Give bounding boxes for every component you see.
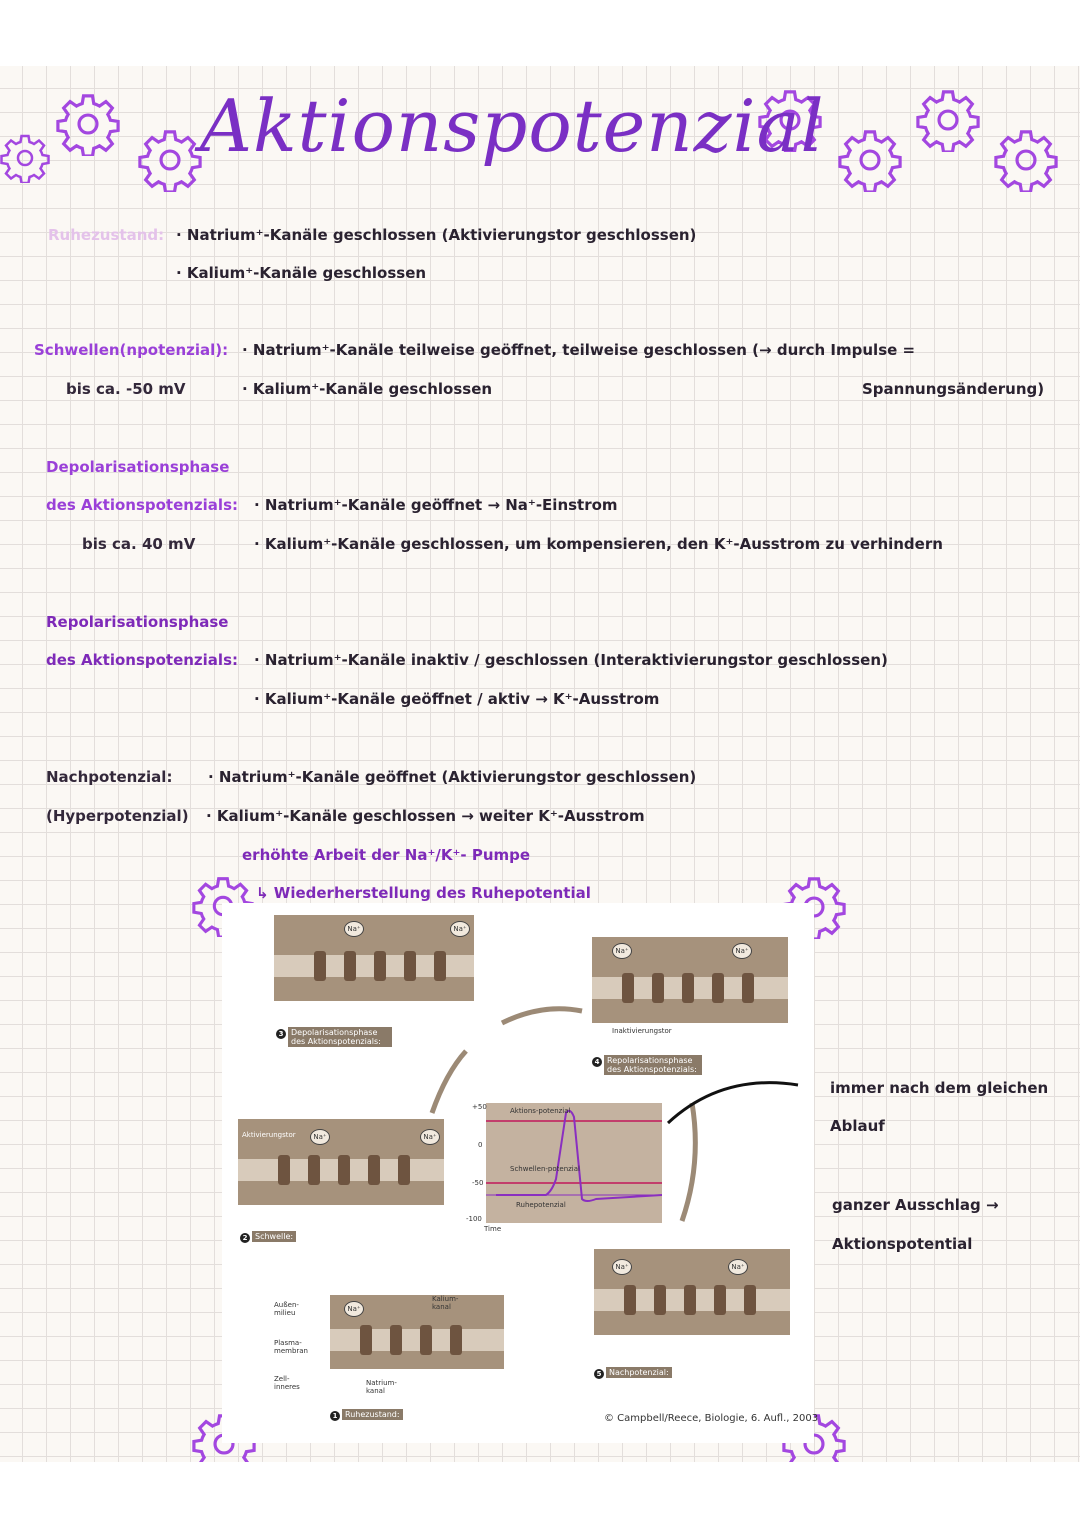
caption-ruhezustand: Ruhezustand: xyxy=(342,1409,403,1420)
section-label-schwelle: Schwellen(npotenzial): xyxy=(34,341,229,359)
section-label-depolarisation: Depolarisationsphase xyxy=(46,458,230,476)
label-kaliumkanal: Kalium-kanal xyxy=(432,1295,459,1311)
gear-icon xyxy=(916,88,980,152)
sodium-ion: Na⁺ xyxy=(612,943,632,959)
section-label-repolarisation: Repolarisationsphase xyxy=(46,613,229,631)
label-plasmamembran: Plasma-membran xyxy=(274,1339,308,1355)
section-sublabel: bis ca. -50 mV xyxy=(66,380,186,398)
note-line: · Natrium⁺-Kanäle geschlossen (Aktivierungstor geschlossen) xyxy=(176,226,697,244)
sodium-ion: Na⁺ xyxy=(612,1259,632,1275)
note-line: erhöhte Arbeit der Na⁺/K⁺- Pumpe xyxy=(242,846,531,864)
note-line: · Kalium⁺-Kanäle geschlossen xyxy=(176,264,427,282)
note-line: ↳ Wiederherstellung des Ruhepotential xyxy=(256,884,591,902)
label-aussenmilieu: Außen-milieu xyxy=(274,1301,299,1317)
membrane-panel-schwelle xyxy=(238,1119,444,1205)
side-note: immer nach dem gleichen xyxy=(830,1079,1049,1097)
side-note: Ablauf xyxy=(830,1117,885,1135)
axis-label-x: Time xyxy=(484,1225,502,1233)
gear-icon xyxy=(56,92,120,156)
tick-label: 0 xyxy=(478,1141,483,1149)
gear-icon xyxy=(838,128,902,192)
note-line: · Natrium⁺-Kanäle teilweise geöffnet, teilweise geschlossen (→ durch Impulse = xyxy=(242,341,916,359)
label-ruhepotenzial: Ruhepotenzial xyxy=(516,1201,566,1209)
note-line: · Natrium⁺-Kanäle inaktiv / geschlossen (Interaktivierungstor geschlossen) xyxy=(254,651,888,669)
note-line: · Kalium⁺-Kanäle geschlossen → weiter K⁺-Ausstrom xyxy=(206,807,645,825)
section-label-depolarisation: des Aktionspotenzials: xyxy=(46,496,238,514)
gear-icon xyxy=(994,128,1058,192)
tick-label: +50 xyxy=(472,1103,487,1111)
sodium-ion: Na⁺ xyxy=(344,921,364,937)
copyright-text: © Campbell/Reece, Biologie, 6. Aufl., 2003 xyxy=(604,1413,819,1424)
membrane-panel-ruhezustand xyxy=(330,1295,504,1369)
label-schwellenpotenzial: Schwellen-potenzial xyxy=(510,1165,580,1173)
sodium-ion: Na⁺ xyxy=(450,921,470,937)
membrane-panel-repolarisation xyxy=(592,937,788,1023)
sodium-ion: Na⁺ xyxy=(728,1259,748,1275)
gear-icon xyxy=(0,128,50,188)
caption-schwelle: Schwelle: xyxy=(252,1231,296,1242)
caption-nachpotenzial: Nachpotenzial: xyxy=(606,1367,672,1378)
sodium-ion: Na⁺ xyxy=(732,943,752,959)
label-aktivierungstor: Aktivierungstor xyxy=(242,1131,296,1139)
membrane-panel-nachpotenzial xyxy=(594,1249,790,1335)
sodium-ion: Na⁺ xyxy=(420,1129,440,1145)
sodium-ion: Na⁺ xyxy=(310,1129,330,1145)
tick-label: -100 xyxy=(466,1215,482,1223)
caption-repolarisation: Repolarisationsphase des Aktionspotenzials: xyxy=(604,1055,702,1075)
gear-icon xyxy=(138,128,202,192)
note-line: · Kalium⁺-Kanäle geschlossen xyxy=(242,380,493,398)
section-label-hyperpotenzial: (Hyperpotenzial) xyxy=(46,807,189,825)
note-line: · Kalium⁺-Kanäle geschlossen, um kompensieren, den K⁺-Ausstrom zu verhindern xyxy=(254,535,943,553)
sodium-ion: Na⁺ xyxy=(344,1301,364,1317)
membrane-potential-graph xyxy=(486,1103,662,1223)
tick-label: -50 xyxy=(472,1179,484,1187)
note-line: · Kalium⁺-Kanäle geöffnet / aktiv → K⁺-Ausstrom xyxy=(254,690,660,708)
label-inaktivierungstor: Inaktivierungstor xyxy=(612,1027,672,1035)
section-label-repolarisation: des Aktionspotenzials: xyxy=(46,651,238,669)
action-potential-figure: Na⁺ Na⁺ 3 Depolarisationsphase des Aktionspotenzials: Na⁺ Na⁺ Inaktivierungstor 4 Repolarisationsphase des Aktionspotenzials: Aktivierungstor Na⁺ Na⁺ 2 Schwelle: Aktions-potenzial Schwellen-potenzial Ruhepotenzial +50 0 -50 -100 Time Na⁺ Außen-milieu Plasma-membran Zell-inneres Kalium-kanal Natrium-kanal 1 Ruhezustand: Na⁺ Na⁺ 5 Nachpotenzial: © Campbell/Reece, Biologie, 6. Aufl., 2003 xyxy=(222,903,814,1443)
section-label-ruhezustand: Ruhezustand: xyxy=(48,226,165,244)
note-line: Spannungsänderung) xyxy=(862,380,1045,398)
label-aktionspotenzial: Aktions-potenzial xyxy=(510,1107,571,1115)
caption-depolarisation: Depolarisationsphase des Aktionspotenzials: xyxy=(288,1027,392,1047)
label-natriumkanal: Natrium-kanal xyxy=(366,1379,397,1395)
section-sublabel: bis ca. 40 mV xyxy=(82,535,196,553)
membrane-panel-depolarisation xyxy=(274,915,474,1001)
side-note: ganzer Ausschlag → xyxy=(832,1196,999,1214)
section-label-nachpotenzial: Nachpotenzial: xyxy=(46,768,173,786)
side-note: Aktionspotential xyxy=(832,1235,973,1253)
page-title: Aktionspotenzial xyxy=(200,84,825,168)
note-line: · Natrium⁺-Kanäle geöffnet → Na⁺-Einstrom xyxy=(254,496,618,514)
note-line: · Natrium⁺-Kanäle geöffnet (Aktivierungstor geschlossen) xyxy=(208,768,697,786)
label-zellinneres: Zell-inneres xyxy=(274,1375,300,1391)
